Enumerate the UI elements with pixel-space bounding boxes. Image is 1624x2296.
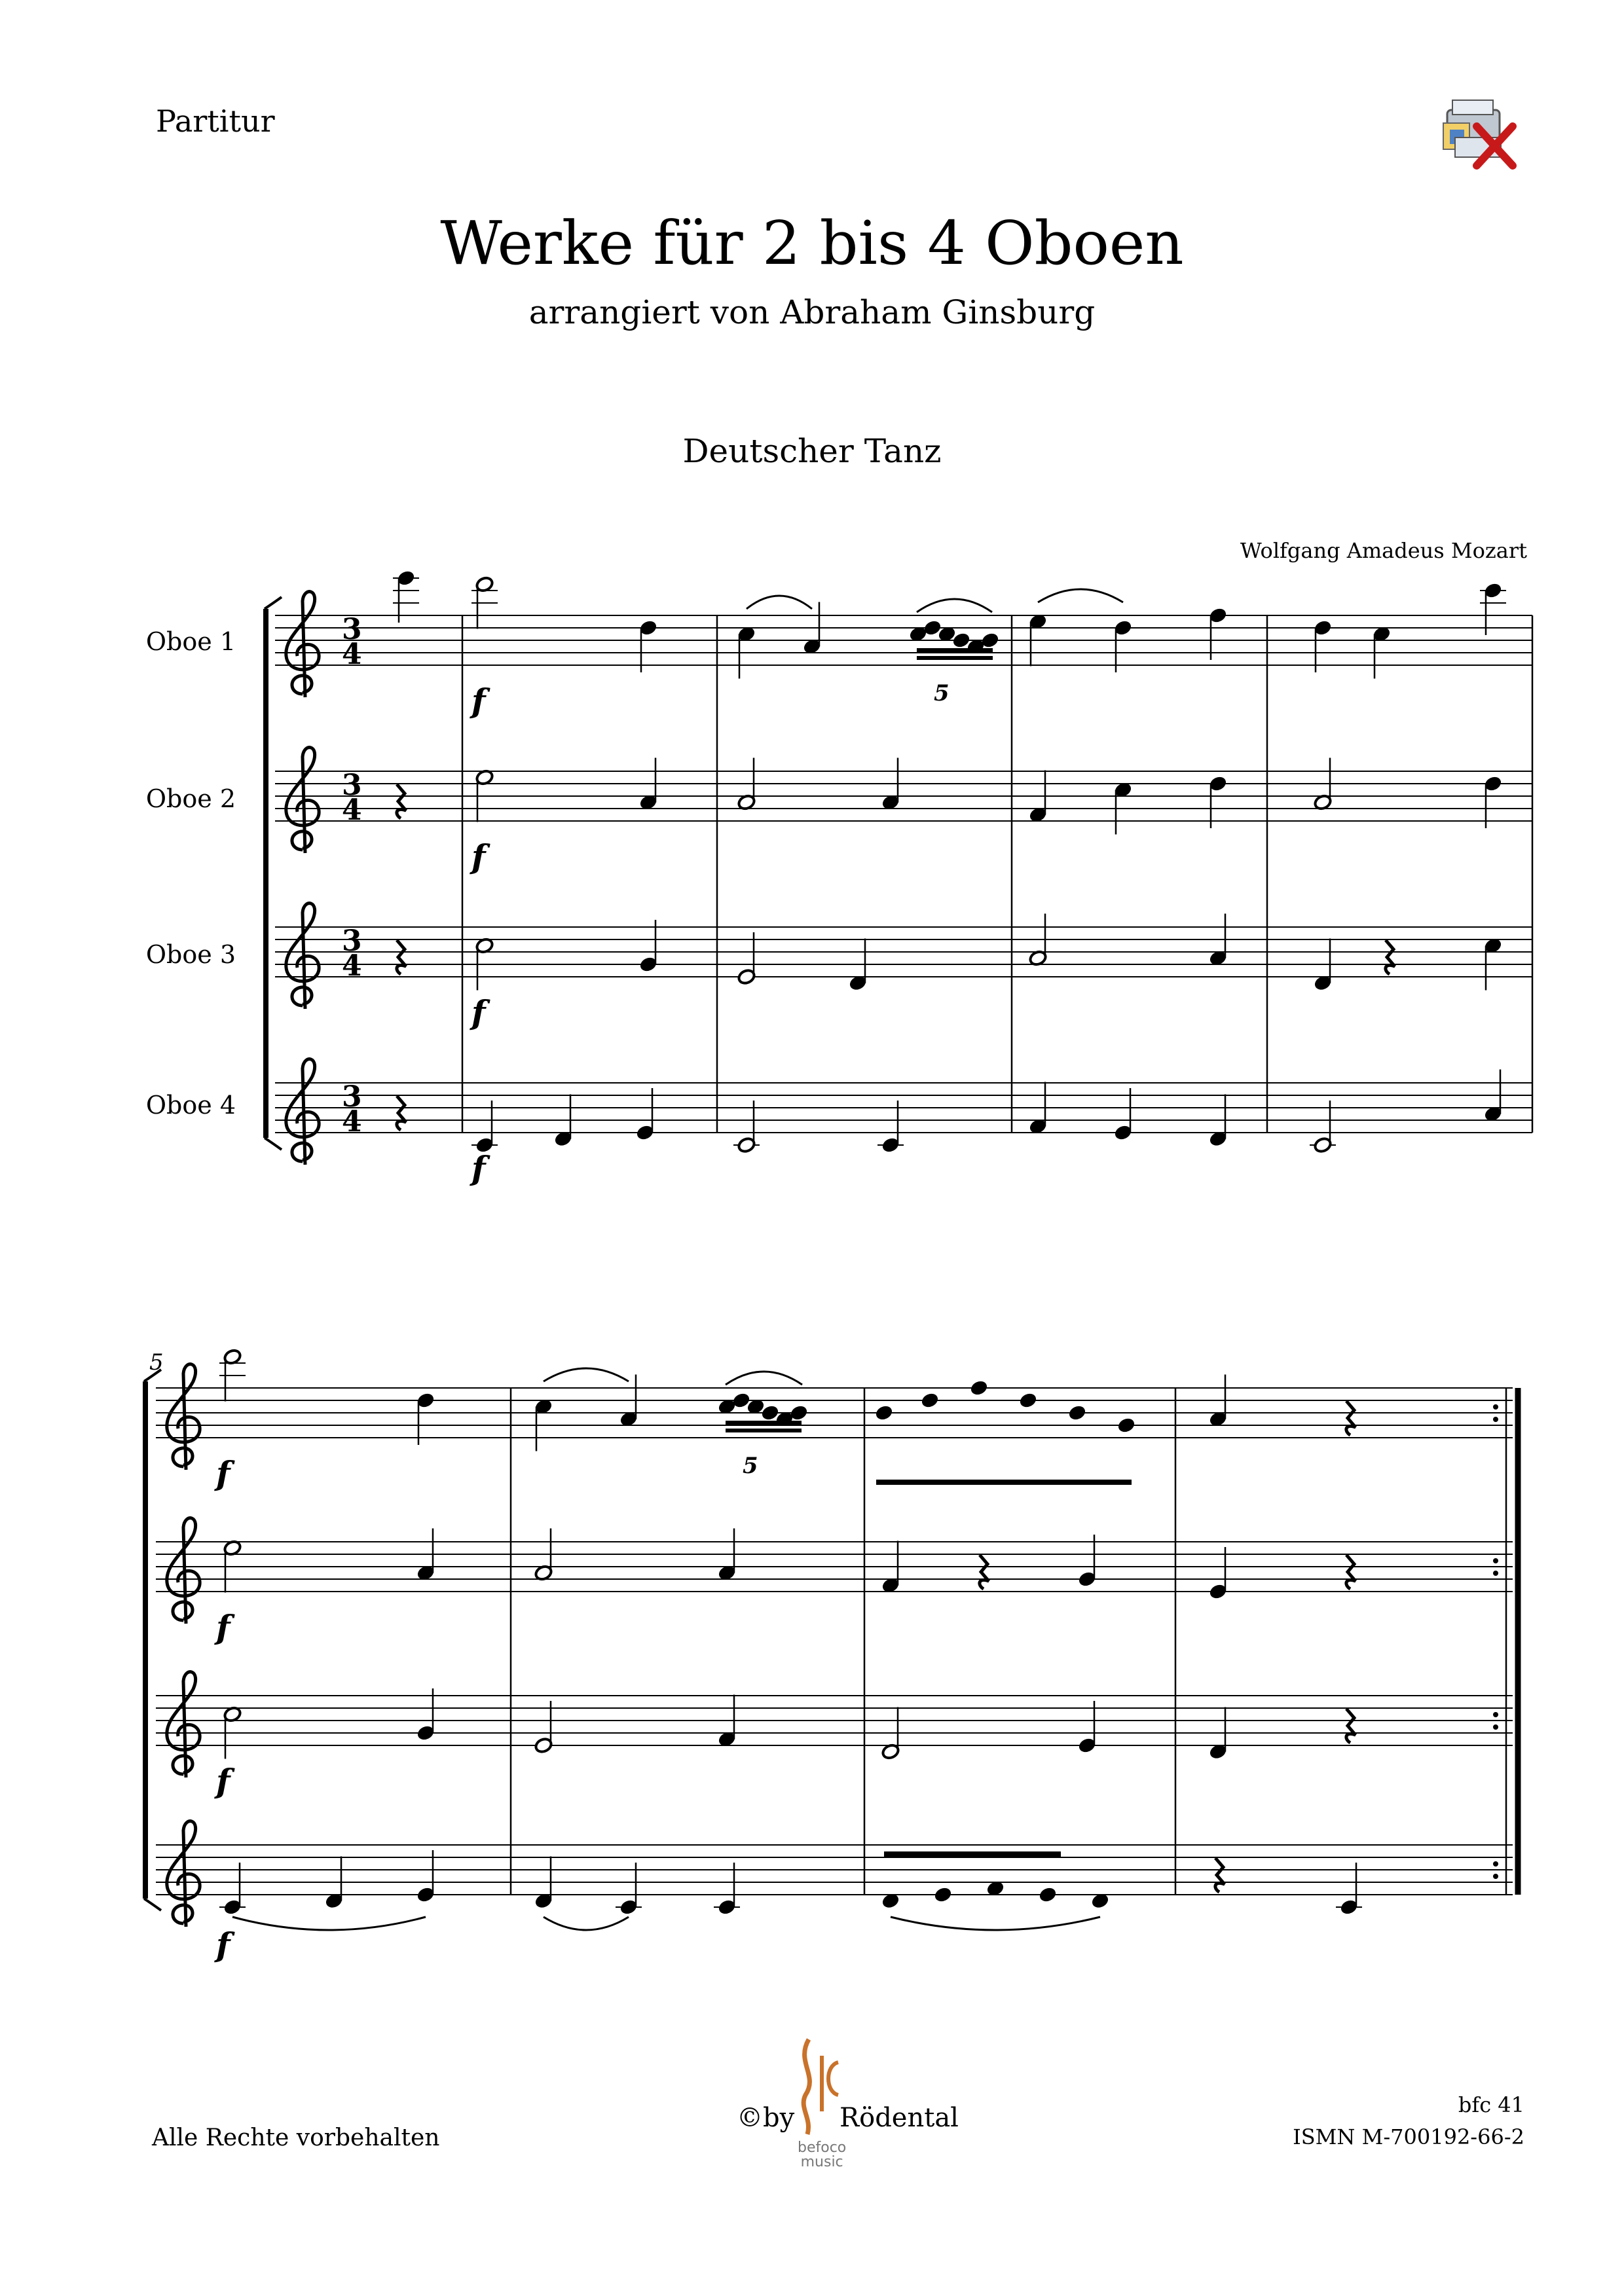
tuplet-number: 5	[743, 1453, 758, 1479]
dynamic-forte: f	[471, 682, 486, 720]
part-label-oboe-1: Oboe 1	[145, 627, 236, 656]
publisher-copyright: ©by	[737, 2103, 795, 2133]
treble-clef-icon	[286, 748, 319, 853]
note-head	[874, 1404, 893, 1421]
bracket-hook	[144, 1899, 161, 1910]
note-head	[951, 632, 970, 649]
score-type-label: Partitur	[156, 103, 275, 139]
arranger-line: arrangiert von Abraham Ginsburg	[528, 293, 1096, 331]
part-label-oboe-2: Oboe 2	[145, 784, 236, 813]
treble-clef-icon	[167, 1518, 200, 1624]
dynamic-forte: f	[216, 1608, 231, 1647]
dynamic-forte: f	[471, 1149, 486, 1188]
note-beam	[917, 656, 993, 660]
slur	[726, 1372, 802, 1385]
collection-title: Werke für 2 bis 4 Oboen	[440, 208, 1184, 278]
time-signature-bottom: 4	[342, 638, 362, 671]
slur	[232, 1917, 426, 1930]
note-beam	[726, 1429, 802, 1432]
repeat-dot	[1493, 1571, 1498, 1576]
note-beam	[876, 1480, 1132, 1485]
repeat-dot	[1493, 1724, 1498, 1730]
ismn-number: ISMN M-700192-66-2	[1293, 2124, 1524, 2149]
publisher-city: Rödental	[840, 2103, 959, 2133]
bracket-hook	[265, 1138, 282, 1150]
time-signature-top: 3	[342, 924, 362, 958]
note-beam	[917, 648, 993, 652]
slur	[891, 1917, 1100, 1930]
note-beam	[884, 1851, 1061, 1857]
quarter-rest	[397, 1096, 406, 1130]
dynamic-forte: f	[471, 993, 486, 1032]
composer-name: Wolfgang Amadeus Mozart	[1240, 538, 1527, 563]
bracket-hook	[265, 597, 282, 609]
treble-clef-icon	[286, 903, 319, 1009]
rights-notice: Alle Rechte vorbehalten	[152, 2124, 440, 2151]
slur	[1038, 589, 1123, 602]
note-head	[1116, 1417, 1135, 1434]
quarter-rest	[397, 940, 406, 974]
publisher-name-line-1: befoco	[798, 2140, 847, 2156]
slur	[544, 1368, 629, 1381]
quarter-rest	[1346, 1709, 1356, 1743]
dynamic-forte: f	[216, 1925, 231, 1964]
piece-title: Deutscher Tanz	[682, 432, 942, 470]
repeat-dot	[1493, 1874, 1498, 1879]
treble-clef-icon	[286, 1059, 319, 1165]
slur	[544, 1917, 629, 1930]
note-head	[1067, 1404, 1086, 1421]
quarter-rest	[397, 784, 406, 818]
note-head	[1038, 1886, 1057, 1903]
quarter-rest	[1386, 940, 1395, 974]
note-head	[920, 1392, 939, 1409]
time-signature-top: 3	[342, 613, 362, 646]
dynamic-forte: f	[216, 1762, 231, 1800]
slur	[917, 599, 992, 612]
treble-clef-icon	[286, 592, 319, 697]
time-signature-top: 3	[342, 1080, 362, 1114]
repeat-dot	[1493, 1712, 1498, 1717]
note-head	[933, 1886, 952, 1903]
treble-clef-icon	[167, 1672, 200, 1777]
slur	[747, 596, 812, 609]
quarter-rest	[1215, 1858, 1225, 1892]
publisher-name-line-2: music	[800, 2154, 843, 2170]
repeat-dot	[1493, 1404, 1498, 1410]
time-signature-bottom: 4	[342, 1105, 362, 1139]
quarter-rest	[1346, 1555, 1356, 1589]
note-beam	[726, 1421, 802, 1425]
time-signature-bottom: 4	[342, 793, 362, 827]
treble-clef-icon	[167, 1821, 200, 1927]
quarter-rest	[980, 1555, 989, 1589]
note-head	[969, 1379, 988, 1396]
note-head	[760, 1404, 779, 1421]
measure-number: 5	[149, 1349, 164, 1376]
catalog-number: bfc 41	[1458, 2092, 1524, 2117]
quarter-rest	[1346, 1401, 1356, 1435]
time-signature-top: 3	[342, 769, 362, 802]
repeat-dot	[1493, 1417, 1498, 1422]
time-signature-bottom: 4	[342, 949, 362, 983]
tuplet-number: 5	[934, 680, 950, 706]
part-label-oboe-3: Oboe 3	[145, 940, 236, 969]
treble-clef-icon	[167, 1364, 200, 1470]
note-head	[1018, 1392, 1037, 1409]
repeat-dot	[1493, 1558, 1498, 1563]
dynamic-forte: f	[216, 1454, 231, 1493]
part-label-oboe-4: Oboe 4	[145, 1091, 236, 1120]
repeat-dot	[1493, 1861, 1498, 1867]
dynamic-forte: f	[471, 837, 486, 876]
publisher-name	[798, 2141, 846, 2170]
